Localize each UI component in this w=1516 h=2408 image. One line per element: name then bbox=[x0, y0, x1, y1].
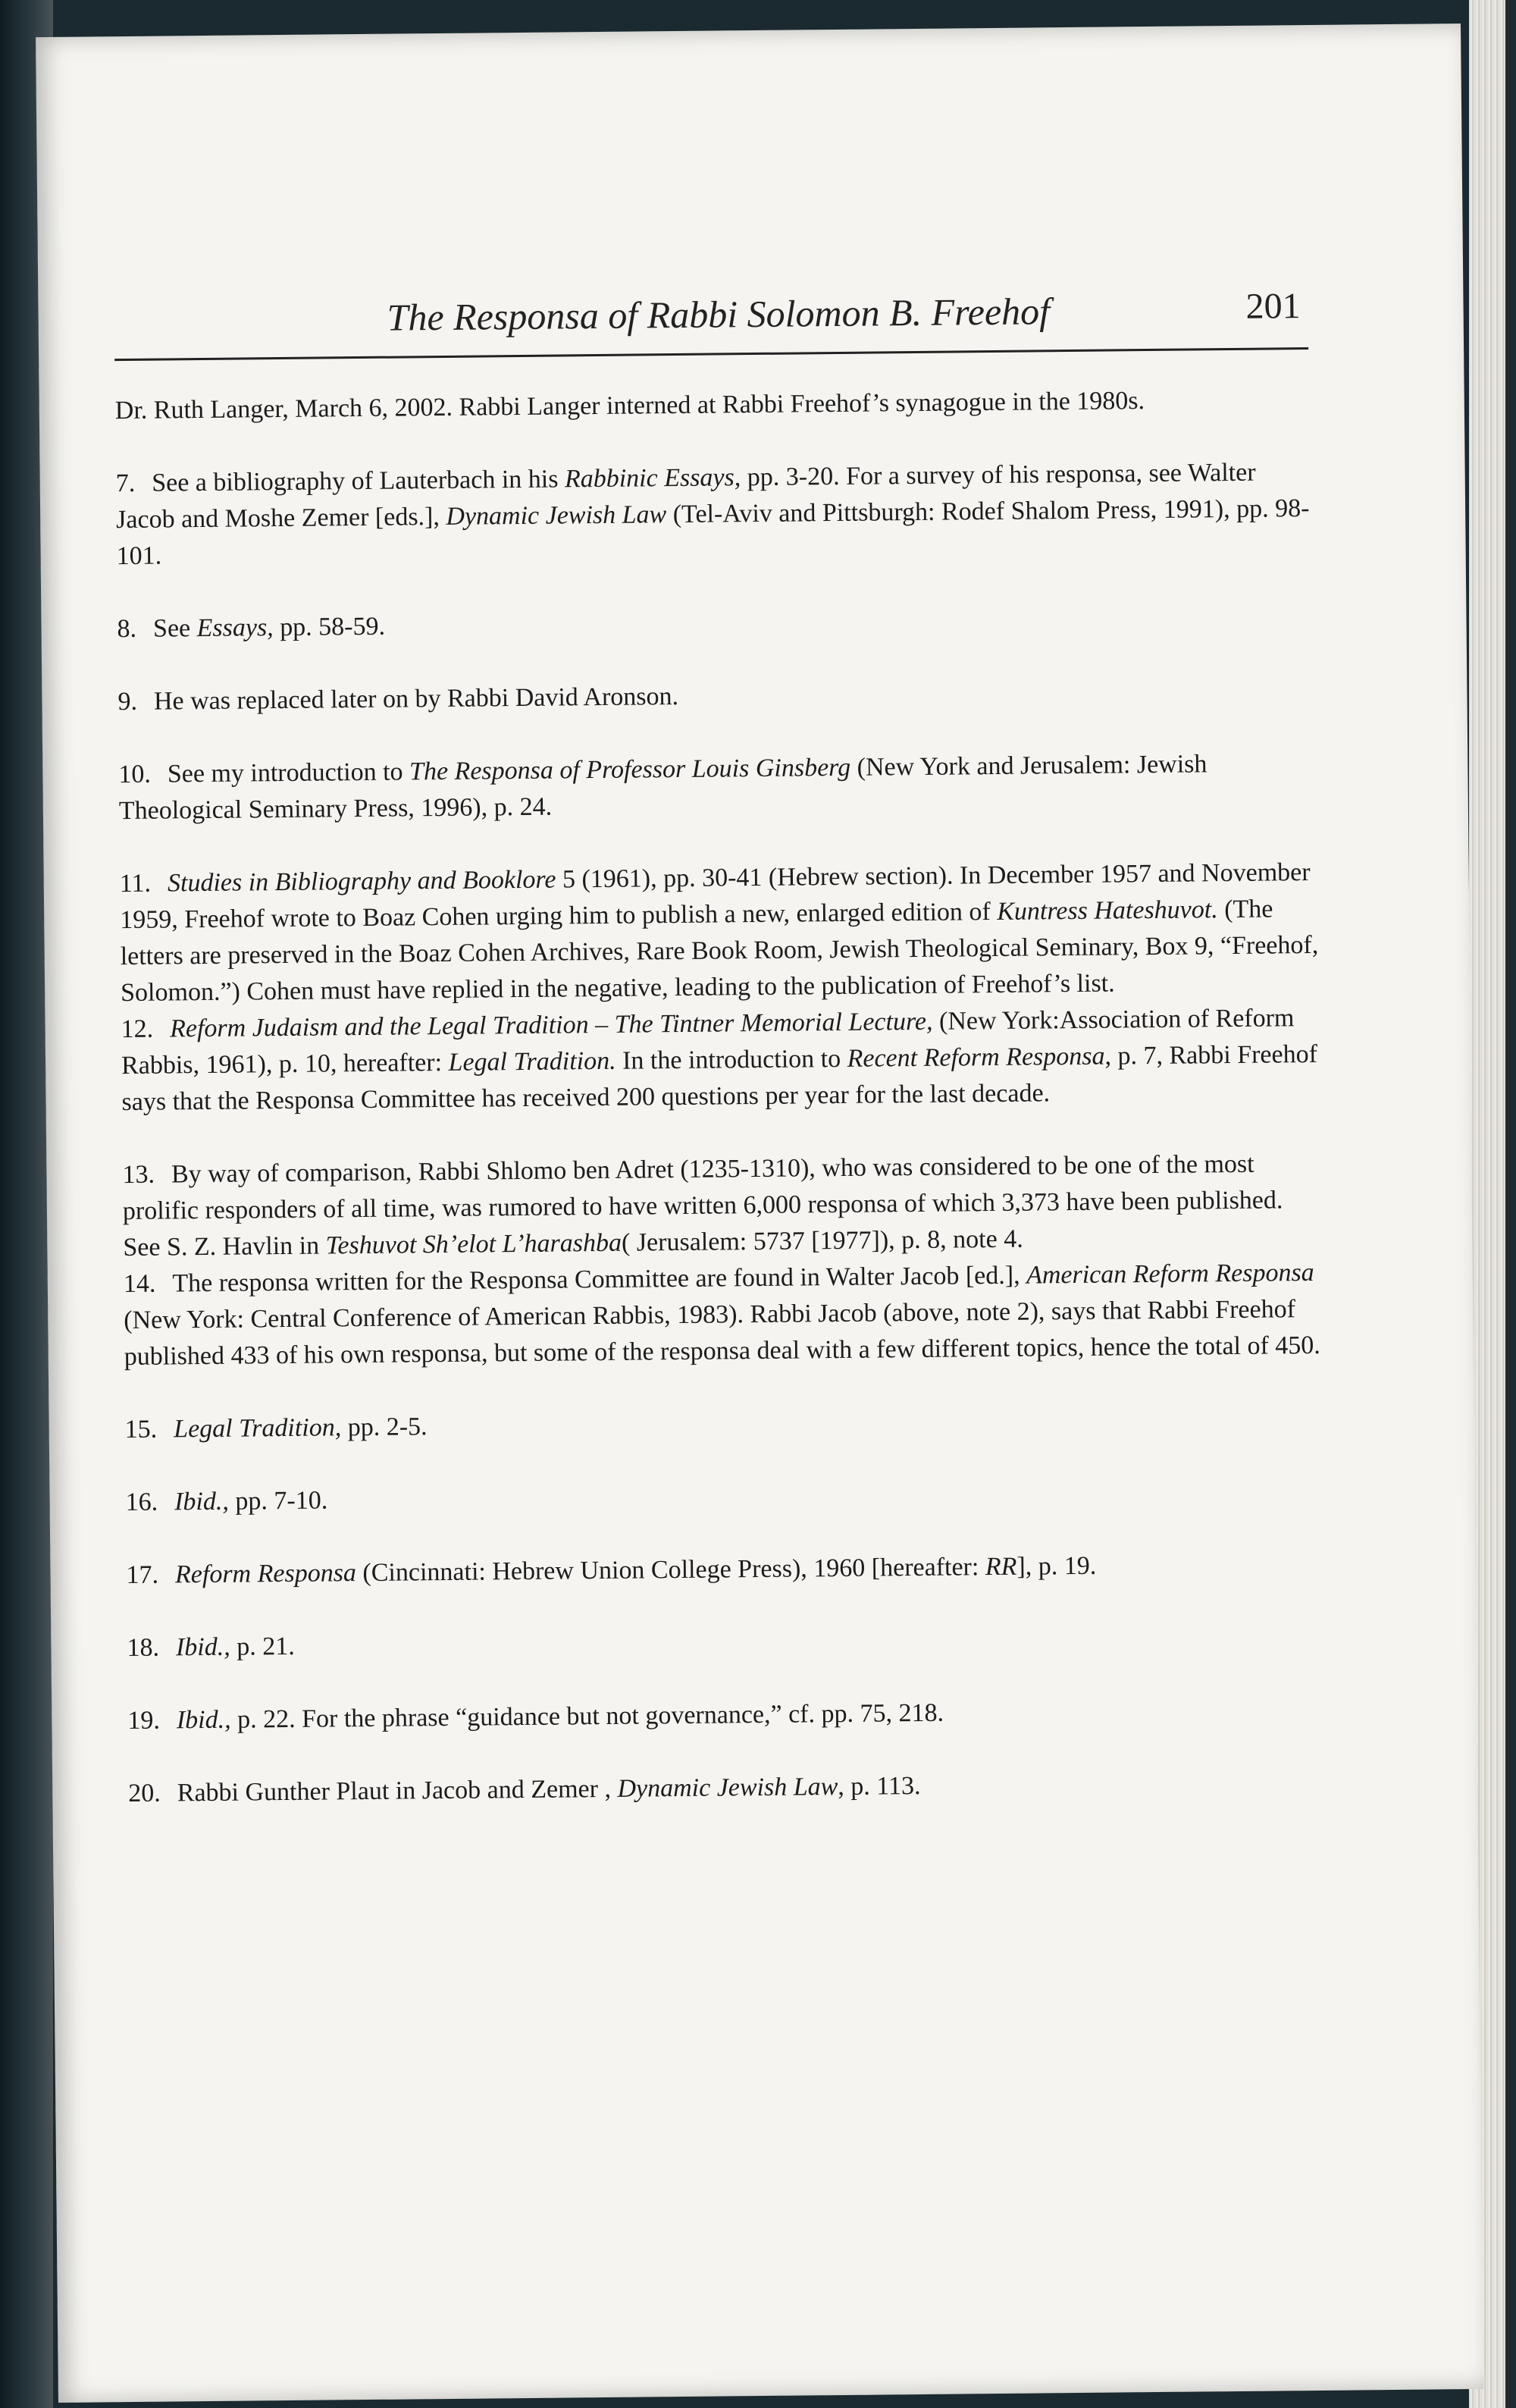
endnote-title-text: Teshuvot Sh’elot L’harashba bbox=[325, 1228, 622, 1260]
endnote-text: ( Jerusalem: 5737 [1977]), p. 8, note 4. bbox=[621, 1224, 1023, 1257]
endnote-title-text: Reform Judaism and the Legal Tradition – The Tintner Memorial Lecture, bbox=[169, 1007, 933, 1043]
endnote-title-text: Ibid., bbox=[175, 1632, 230, 1662]
endnote bbox=[115, 454, 1317, 575]
endnote bbox=[117, 600, 1318, 647]
running-title: The Responsa of Rabbi Solomon B. Freehof bbox=[387, 290, 1051, 339]
endnote-text: (New York and Jerusalem: Jewish Theological Seminary Press, 1996), p. 24. bbox=[118, 750, 1207, 826]
endnote-number: 18. bbox=[127, 1633, 160, 1663]
endnote-text: (New York:Association of Reform Rabbis, 1961), p. 10, hereafter: bbox=[121, 1004, 1295, 1080]
endnote-number: 9. bbox=[117, 687, 138, 716]
endnote-text: In the introduction to bbox=[615, 1044, 847, 1075]
endnote-title-text: Kuntress Hateshuvot. bbox=[997, 895, 1218, 926]
endnote-text: Dr. Ruth Langer, March 6, 2002. Rabbi Langer interned at Rabbi Freehof’s synagogue in the 1980s. bbox=[114, 387, 1145, 425]
endnote-title-text: Legal Tradition, bbox=[174, 1413, 342, 1444]
endnote-text: ], p. 19. bbox=[1016, 1551, 1097, 1581]
endnote-text: p. 22. For the phrase “guidance but not governance,” cf. pp. 75, 218. bbox=[230, 1698, 944, 1734]
endnote-text: (New York: Central Conference of American Rabbis, 1983). Rabbi Jacob (above, note 2), says that Rabbi Freehof published 433 of his own responsa, but some of the responsa deal with a few different topics, hence the total of 450. bbox=[124, 1295, 1321, 1372]
endnote bbox=[127, 1692, 1329, 1739]
endnote-title-text: Ibid., bbox=[176, 1705, 231, 1735]
endnote-text: , p. 7, Rabbi Freehof says that the Responsa Committee has received 200 questions per year for the last decade. bbox=[121, 1039, 1318, 1117]
background-edge bbox=[1505, 0, 1516, 2408]
endnotes-list bbox=[115, 381, 1330, 1812]
endnote-text: By way of comparison, Rabbi Shlomo ben Adret (1235-1310), who was considered to be one of the most prolific responders of all time, was rumored to have written 6,000 responsa of which 3,373 have been published. See S. Z. Havlin in bbox=[122, 1149, 1283, 1262]
endnote-number: 20. bbox=[128, 1779, 161, 1808]
endnote bbox=[121, 1000, 1323, 1121]
endnote-title-text: Dynamic Jewish Law bbox=[446, 500, 667, 531]
endnote-text: He was replaced later on by Rabbi David Aronson. bbox=[153, 682, 679, 716]
endnote-number: 17. bbox=[126, 1560, 159, 1590]
endnote bbox=[120, 854, 1323, 1011]
endnote-text: p. 21. bbox=[230, 1632, 295, 1661]
endnote-title-text: Dynamic Jewish Law bbox=[617, 1773, 838, 1803]
endnote bbox=[118, 745, 1320, 829]
endnote-text: See a bibliography of Lauterbach in his bbox=[152, 465, 565, 497]
endnote-title-text: Studies in Bibliography and Booklore bbox=[167, 865, 556, 898]
endnote-number: 13. bbox=[122, 1160, 155, 1190]
endnote bbox=[125, 1473, 1326, 1521]
endnote bbox=[124, 1255, 1326, 1375]
endnote-number: 14. bbox=[123, 1269, 156, 1299]
endnote-text: 5 (1961), pp. 30-41 (Hebrew section). In December 1957 and November 1959, Freehof wrote to Boaz Cohen urging him to publish a new, enlarged edition of bbox=[120, 858, 1311, 935]
endnote-text: The responsa written for the Responsa Committee are found in Walter Jacob [ed.], bbox=[172, 1261, 1027, 1298]
endnote-title-text: Rabbinic Essays, bbox=[564, 463, 741, 494]
endnote-title-text: Legal Tradition. bbox=[448, 1046, 616, 1077]
running-header bbox=[114, 287, 1308, 361]
endnote-number: 15. bbox=[124, 1415, 158, 1444]
endnote-text: (The letters are preserved in the Boaz Cohen Archives, Rare Book Room, Jewish Theological Seminary, Box 9, “Freehof, Solomon.”) Cohen must have replied in the negative, leading to the publication of Freehof’s list. bbox=[120, 895, 1319, 1008]
endnote-number: 16. bbox=[125, 1488, 158, 1517]
endnote bbox=[124, 1400, 1326, 1448]
endnote-title-text: Reform Responsa bbox=[174, 1559, 357, 1589]
endnote-text: See bbox=[152, 614, 197, 643]
endnote-text: pp. 7-10. bbox=[228, 1486, 328, 1516]
endnote-number: 7. bbox=[115, 469, 136, 498]
endnote-title-text: Recent Reform Responsa bbox=[847, 1042, 1105, 1073]
endnote-title-text: RR bbox=[985, 1552, 1017, 1582]
book-page bbox=[36, 24, 1483, 2403]
endnote-number: 8. bbox=[117, 614, 137, 644]
endnote bbox=[117, 673, 1319, 720]
endnote bbox=[127, 1619, 1328, 1666]
endnote-text: (Cincinnati: Hebrew Union College Press), 1960 [hereafter: bbox=[356, 1553, 986, 1588]
endnote-text: pp. 2-5. bbox=[341, 1413, 428, 1442]
endnote-text: Rabbi Gunther Plaut in Jacob and Zemer , bbox=[177, 1774, 618, 1808]
page-number: 201 bbox=[1245, 286, 1301, 327]
endnote-number: 11. bbox=[119, 869, 152, 898]
endnote-text: , p. 113. bbox=[838, 1771, 921, 1801]
endnote-text: (Tel-Aviv and Pittsburgh: Rodef Shalom Press, 1991), pp. 98-101. bbox=[116, 494, 1310, 571]
endnote-text: See my introduction to bbox=[167, 757, 410, 789]
endnote-number: 12. bbox=[121, 1014, 154, 1044]
endnote bbox=[126, 1546, 1327, 1594]
endnote-number: 19. bbox=[127, 1706, 161, 1735]
endnote-number: 10. bbox=[118, 760, 152, 789]
endnote bbox=[128, 1764, 1330, 1812]
endnote-title-text: Ibid., bbox=[174, 1487, 230, 1516]
endnote-title-text: The Responsa of Professor Louis Ginsberg bbox=[409, 753, 851, 786]
endnote bbox=[115, 381, 1317, 429]
endnote-title-text: American Reform Responsa bbox=[1026, 1258, 1314, 1290]
endnote-text: pp. 3-20. For a survey of his responsa, see Walter Jacob and Moshe Zemer [eds.], bbox=[116, 458, 1256, 535]
endnote-title-text: Essays, bbox=[196, 613, 274, 643]
endnote-text: pp. 58-59. bbox=[273, 612, 386, 642]
endnote bbox=[122, 1146, 1324, 1266]
